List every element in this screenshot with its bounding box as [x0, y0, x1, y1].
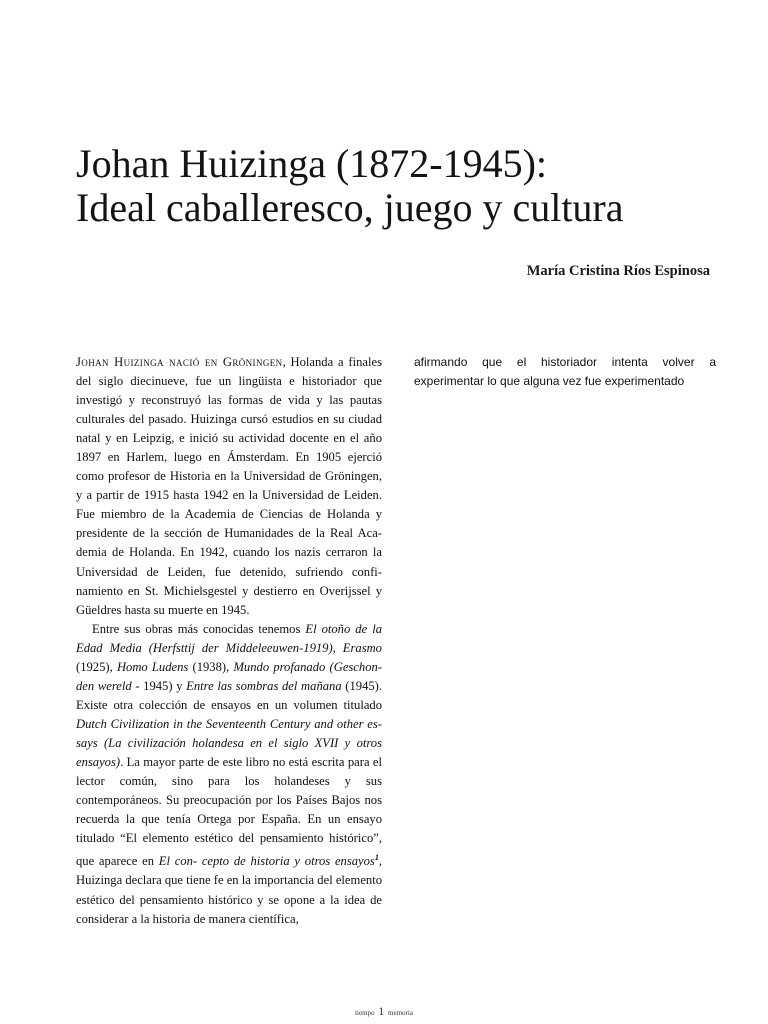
italic-run: Entre las sombras del mañana	[186, 678, 342, 693]
footer-right: memoria	[388, 1009, 413, 1017]
title-line-2: Ideal caballeresco, juego y cultura	[76, 185, 624, 230]
paragraph-1	[76, 353, 382, 620]
title-line-1: Johan Huizinga (1872-1945):	[76, 141, 548, 186]
left-column	[76, 353, 382, 929]
text-run: Entre sus obras más conocidas tenemos	[92, 621, 306, 636]
author-name: María Cristina Ríos Espinosa	[526, 263, 710, 279]
paragraph-2	[76, 620, 382, 929]
text-run	[336, 641, 343, 655]
italic-run: Mundo profanado (Geschon- den wereld	[76, 659, 382, 693]
text-run: (1945). Existe otra colección de ensayos en un volumen titulado	[76, 678, 383, 712]
lead-in-smallcaps: Johan Huizinga nació en Gröningen	[76, 355, 283, 369]
italic-run: El con- cepto de historia y otros ensayos	[158, 854, 375, 869]
right-column	[414, 353, 716, 391]
paragraph-1-body: , Holanda a finales del siglo diecinueve, fue un lingüista e historiador que investigó y reconstruyó las formas de vida y las pautas culturales del pasado. Huizinga cursó estudios en su ciudad natal y en Leipzig, e inició su actividad docente en el año 1897 en Harlem, luego en Ámsterdam. En 1905 ejerció como profesor de Historia en la Universidad de Gröningen, y a partir de 1915 hasta 1942 en la Universidad de Leiden. Fue miembro de la Academia de Ciencias de Holanda y presidente de la sección de Humanidades de la Real Aca- demia de Holanda. En 1942, cuando los nazis cerraron la Universidad de Leiden, fue detenido, sufriendo confi- namiento en St. Michielsgestel y destierro en Overijssel y Güeldres hasta su muerte en 1945.	[76, 355, 382, 617]
article-title	[76, 142, 736, 230]
italic-run: El otoño de la Edad Media (Herfsttij der Middeleeuwen-1919),	[76, 621, 382, 655]
italic-run: Dutch Civilization in the Seventeenth Century and other es- says (La civilización holandesa en el siglo XVII y otros ensayos)	[76, 716, 382, 769]
page-number: 1	[378, 1004, 385, 1018]
footer-left: tiempo	[355, 1009, 375, 1017]
text-run: . La mayor parte de este libro no está escrita para el lector común, sino para los holandeses y sus contemporáneos. Su preocupación por los Países Bajos nos recuerda la que tenía Ortega por España. En un ensayo titulado “El elemento estético del pensamiento histórico”, que aparece en	[76, 754, 382, 869]
italic-run: 1	[374, 853, 379, 863]
page-footer	[0, 1004, 768, 1019]
italic-run: Homo Ludens	[116, 659, 189, 674]
text-run: (1938),	[188, 659, 234, 674]
text-run: - 1945) y	[131, 678, 187, 693]
right-column-text: afirmando que el historiador intenta volver a experimentar lo que alguna vez fue experimentado	[414, 355, 716, 389]
italic-run: Erasmo	[342, 640, 382, 655]
text-run: , Huizinga declara que tiene fe en la importancia del elemento estético del pensamiento histórico y se opone a la idea de considerar a la historia de manera científica,	[76, 854, 382, 926]
text-run: (1925),	[76, 659, 117, 674]
